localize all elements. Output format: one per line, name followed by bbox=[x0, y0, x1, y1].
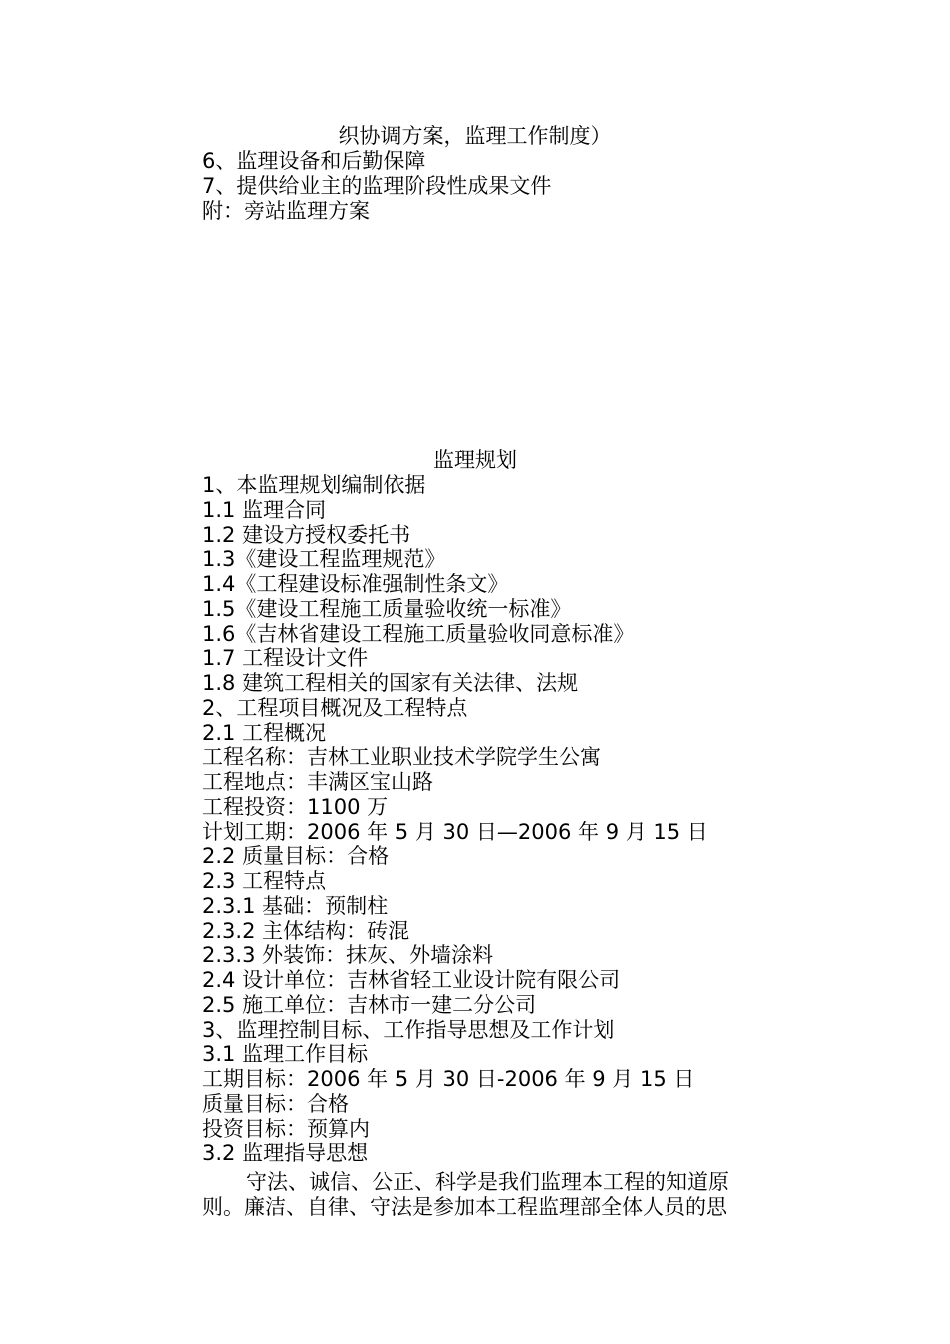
list-item: 7、提供给业主的监理阶段性成果文件 bbox=[202, 174, 552, 198]
plan-line: 计划工期：2006 年 5 月 30 日—2006 年 9 月 15 日 bbox=[202, 819, 708, 844]
plan-line: 2.4 设计单位：吉林省轻工业设计院有限公司 bbox=[202, 968, 621, 992]
plan-line: 1.4《工程建设标准强制性条文》 bbox=[202, 572, 509, 596]
plan-line: 工程投资：1100 万 bbox=[202, 794, 389, 819]
plan-line: 2、工程项目概况及工程特点 bbox=[202, 695, 468, 720]
plan-line: 1.7 工程设计文件 bbox=[202, 646, 369, 671]
paragraph-line: 守法、诚信、公正、科学是我们监理本工程的知道原 bbox=[246, 1170, 729, 1194]
plan-line: 3.1 监理工作目标 bbox=[202, 1042, 369, 1067]
plan-line: 2.3 工程特点 bbox=[202, 869, 327, 893]
plan-line: 投资目标：预算内 bbox=[202, 1116, 370, 1141]
plan-line: 2.3.1 基础：预制柱 bbox=[202, 893, 389, 918]
plan-line: 1.1 监理合同 bbox=[202, 497, 327, 522]
plan-line: 1.3《建设工程监理规范》 bbox=[202, 547, 446, 572]
plan-line: 3、监理控制目标、工作指导思想及工作计划 bbox=[202, 1017, 615, 1042]
plan-line: 工程名称：吉林工业职业技术学院学生公寓 bbox=[202, 745, 601, 770]
continuation-line: 织协调方案，监理工作制度） bbox=[338, 124, 612, 148]
plan-line: 工期目标：2006 年 5 月 30 日-2006 年 9 月 15 日 bbox=[202, 1067, 695, 1091]
list-item: 6、监理设备和后勤保障 bbox=[202, 149, 426, 173]
plan-line: 2.3.2 主体结构：砖混 bbox=[202, 918, 410, 943]
plan-line: 1、本监理规划编制依据 bbox=[202, 473, 426, 497]
plan-line: 工程地点：丰满区宝山路 bbox=[202, 770, 433, 794]
plan-line: 质量目标：合格 bbox=[202, 1091, 349, 1116]
plan-line: 2.1 工程概况 bbox=[202, 720, 327, 745]
plan-line: 1.5《建设工程施工质量验收统一标准》 bbox=[202, 596, 572, 621]
plan-line: 3.2 监理指导思想 bbox=[202, 1141, 369, 1166]
page-title: 监理规划 bbox=[433, 448, 517, 472]
plan-line: 1.8 建筑工程相关的国家有关法律、法规 bbox=[202, 671, 579, 695]
list-item: 附：旁站监理方案 bbox=[202, 199, 370, 223]
plan-line: 2.5 施工单位：吉林市一建二分公司 bbox=[202, 992, 537, 1017]
plan-line: 2.2 质量目标：合格 bbox=[202, 844, 390, 869]
guiding-paragraph bbox=[202, 1170, 812, 1220]
plan-line: 1.6《吉林省建设工程施工质量验收同意标准》 bbox=[202, 621, 635, 646]
plan-line: 1.2 建设方授权委托书 bbox=[202, 522, 411, 547]
plan-line: 2.3.3 外装饰：抹灰、外墙涂料 bbox=[202, 943, 494, 968]
paragraph-line: 则。廉洁、自律、守法是参加本工程监理部全体人员的思 bbox=[202, 1195, 727, 1219]
